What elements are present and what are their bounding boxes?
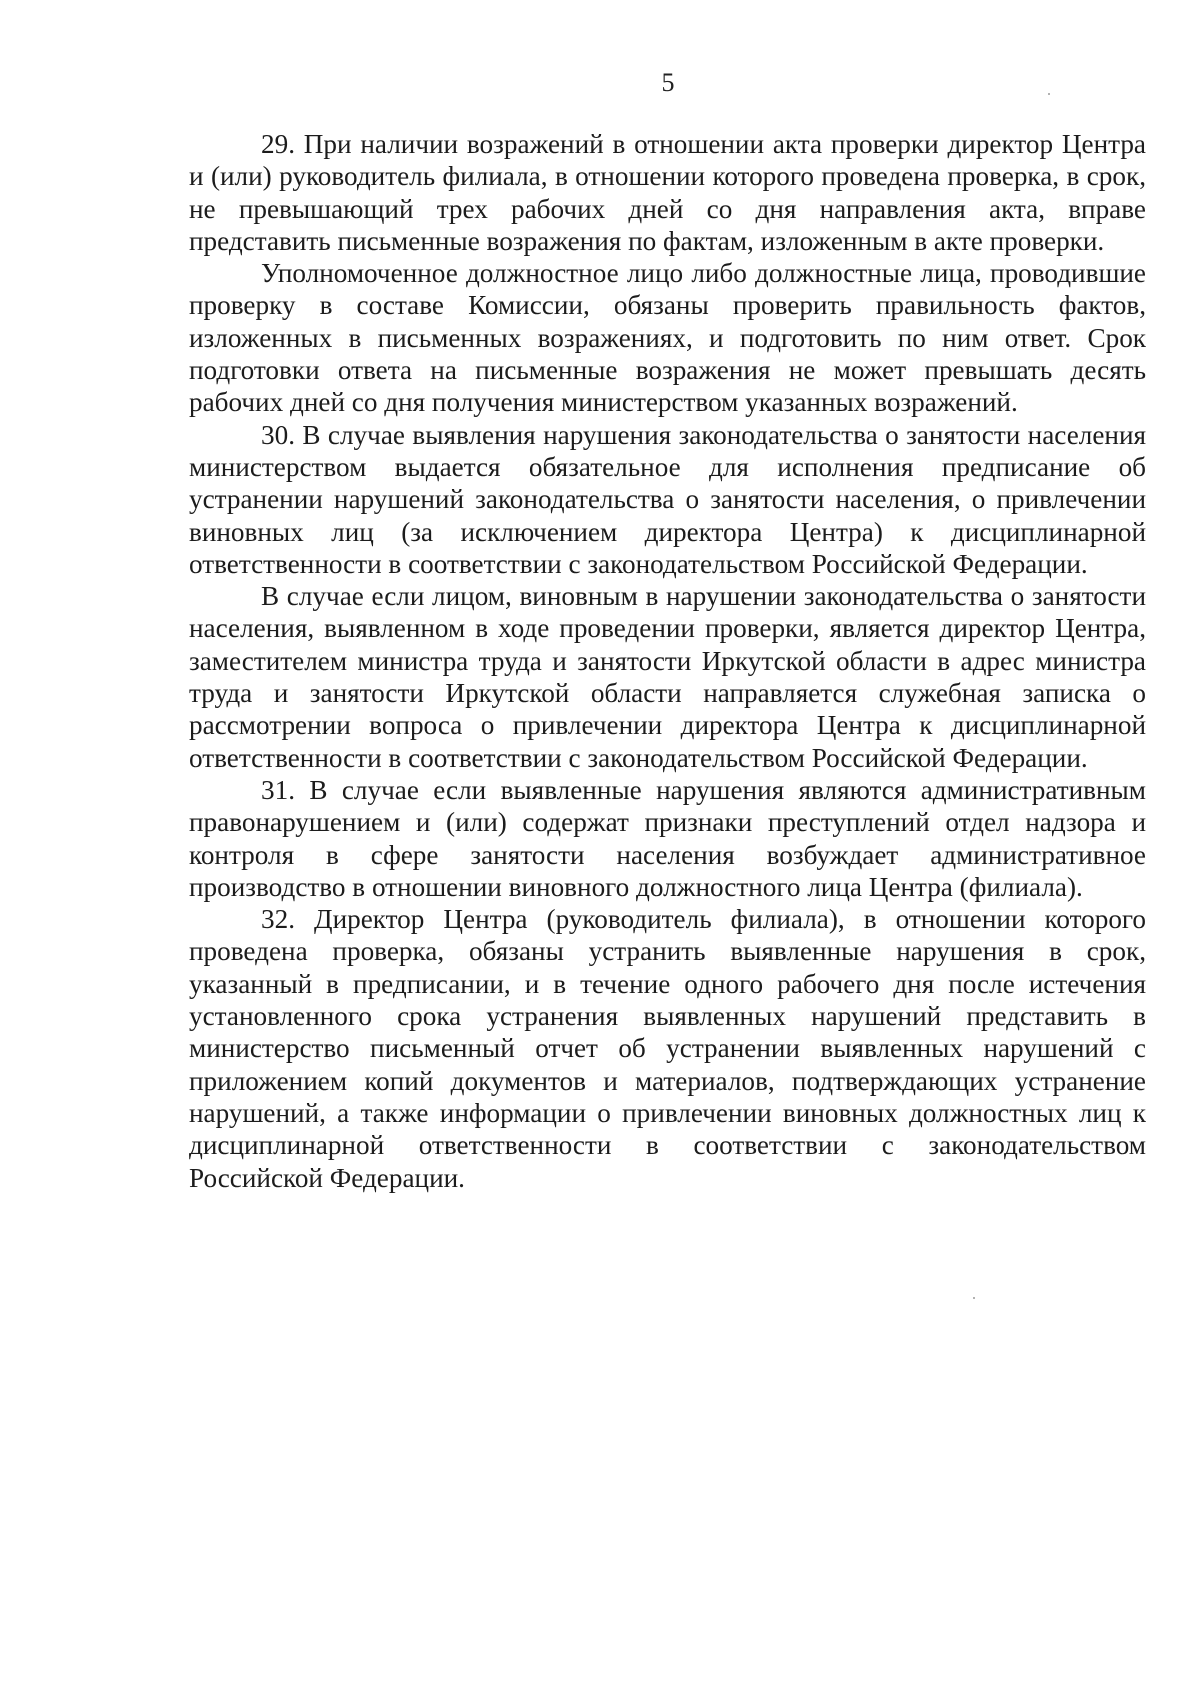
paragraph-31: 31. В случае если выявленные нарушения являются административным правонарушением и (или) содержат признаки преступлений отдел надзора и контроля в сфере занятости населения возбуждает административное производство в отношении виновного должностного лица Центра (филиала).: [189, 774, 1146, 902]
paragraph-29-response: Уполномоченное должностное лицо либо должностные лица, проводившие проверку в составе Комиссии, обязаны проверить правильность фактов, изложенных в письменных возражениях, и подготовить по ним ответ. Срок подготовки ответа на письменные возражения не может превышать десять рабочих дней со дня получения министерством указанных возражений.: [189, 258, 1146, 418]
scan-speck: [1048, 93, 1050, 95]
document-body: [189, 128, 1146, 1194]
paragraph-29: 29. При наличии возражений в отношении акта проверки директор Центра и (или) руководитель филиала, в отношении которого проведена проверка, в срок, не превышающий трех рабочих дней со дня направления акта, вправе представить письменные возражения по фактам, изложенным в акте проверки.: [189, 129, 1146, 256]
paragraph-32: 32. Директор Центра (руководитель филиала), в отношении которого проведена проверка, обязаны устранить выявленные нарушения в срок, указанный в предписании, и в течение одного рабочего дня после истечения установленного срока устранения выявленных нарушений представить в министерство письменный отчет об устранении выявленных нарушений с приложением копий документов и материалов, подтверждающих устранение нарушений, а также информации о привлечении виновных должностных лиц к дисциплинарной ответственности в соответствии с законодательством Российской Федерации.: [189, 904, 1146, 1193]
paragraph-30: 30. В случае выявления нарушения законодательства о занятости населения министерством выдается обязательное для исполнения предписание об устранении нарушений законодательства о занятости населения, о привлечении виновных лиц (за исключением директора Центра) к дисциплинарной ответственности в соответствии с законодательством Российской Федерации.: [189, 419, 1146, 579]
scan-speck: [973, 1297, 975, 1299]
page-number: 5: [661, 68, 675, 97]
paragraph-30-director: В случае если лицом, виновным в нарушении законодательства о занятости населения, выявленном в ходе проведении проверки, является директор Центра, заместителем министра труда и занятости Иркутской области в адрес министра труда и занятости Иркутской области направляется служебная записка о рассмотрении вопроса о привлечении директора Центра к дисциплинарной ответственности в соответствии с законодательством Российской Федерации.: [189, 581, 1146, 773]
